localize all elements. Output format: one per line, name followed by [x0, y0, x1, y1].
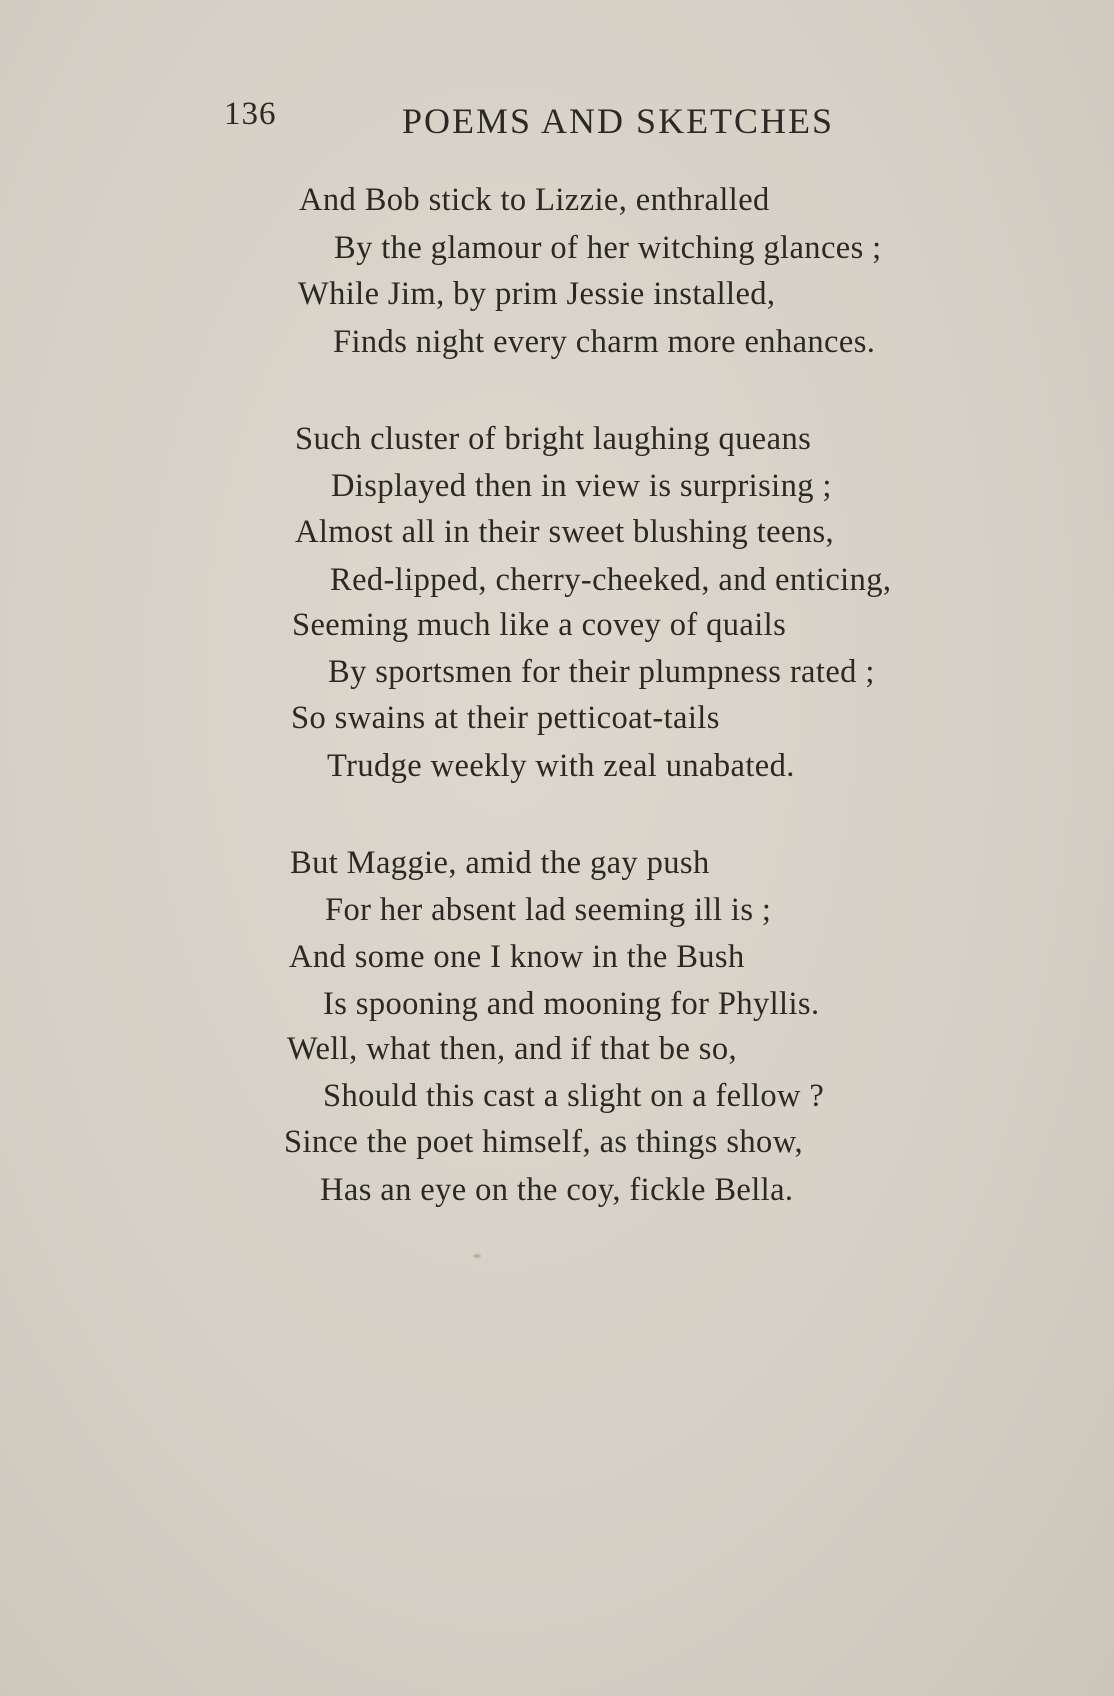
poem-line: Displayed then in view is surprising ;: [331, 468, 832, 504]
poem-line: By the glamour of her witching glances ;: [334, 230, 882, 266]
poem-line: While Jim, by prim Jessie installed,: [298, 276, 776, 312]
poem-line: Is spooning and mooning for Phyllis.: [323, 986, 820, 1022]
poem-line: Since the poet himself, as things show,: [284, 1124, 803, 1160]
poem-line: So swains at their petticoat-tails: [291, 700, 720, 736]
poem-line: And some one I know in the Bush: [289, 939, 745, 975]
poem-line: Such cluster of bright laughing queans: [295, 421, 812, 457]
ink-speck: [473, 1254, 481, 1258]
poem-line: Almost all in their sweet blushing teens,: [295, 514, 835, 550]
poem-line: By sportsmen for their plumpness rated ;: [328, 654, 875, 690]
poem-line: And Bob stick to Lizzie, enthralled: [299, 182, 770, 218]
poem-line: Seeming much like a covey of quails: [292, 607, 787, 643]
page-number: 136: [224, 96, 277, 132]
poem-line: Trudge weekly with zeal unabated.: [327, 748, 795, 784]
poem-line: Red-lipped, cherry-cheeked, and enticing,: [330, 562, 892, 598]
page-header: [0, 96, 1114, 146]
poem-line: Finds night every charm more enhances.: [333, 324, 876, 360]
poem-line: Has an eye on the coy, fickle Bella.: [320, 1172, 794, 1208]
poem-line: For her absent lad seeming ill is ;: [325, 892, 772, 928]
running-title: POEMS AND SKETCHES: [402, 101, 835, 141]
poem-line: Well, what then, and if that be so,: [287, 1031, 738, 1067]
poem-line: Should this cast a slight on a fellow ?: [323, 1078, 825, 1114]
poem-line: But Maggie, amid the gay push: [290, 845, 710, 881]
